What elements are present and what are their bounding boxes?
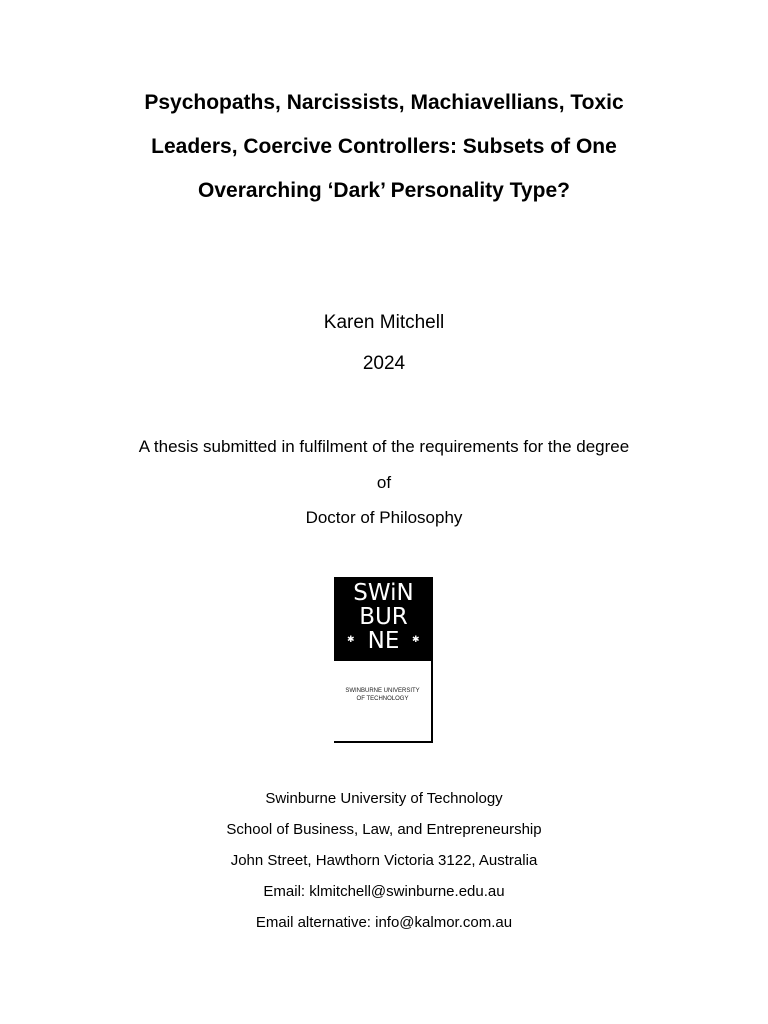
swinburne-logo-subtitle-box	[334, 661, 433, 743]
swinburne-logo-mark	[334, 577, 433, 661]
thesis-of: of	[376, 473, 392, 492]
logo-word-ne: NE	[367, 628, 400, 654]
author-name: Karen Mitchell	[323, 312, 445, 333]
thesis-statement: A thesis submitted in fulfilment of the requirements for the degree	[138, 437, 630, 456]
title-line-3: Overarching ‘Dark’ Personality Type?	[198, 179, 570, 202]
email-primary: Email: klmitchell@swinburne.edu.au	[263, 883, 505, 900]
logo-subtitle-line-1: SWINBURNE UNIVERSITY	[345, 688, 420, 694]
title-line-2: Leaders, Coercive Controllers: Subsets of One	[151, 135, 617, 158]
postal-address: John Street, Hawthorn Victoria 3122, Australia	[230, 852, 538, 869]
institution-name: Swinburne University of Technology	[265, 790, 503, 807]
logo-word-bur: BUR	[359, 604, 408, 630]
logo-word-swin: SWiN	[353, 580, 414, 606]
publication-year: 2024	[362, 353, 406, 374]
swinburne-logo	[334, 577, 434, 743]
logo-star-left-icon: ✱	[347, 634, 355, 644]
degree-name: Doctor of Philosophy	[305, 508, 463, 527]
email-alternative: Email alternative: info@kalmor.com.au	[255, 914, 513, 931]
title-line-1: Psychopaths, Narcissists, Machiavellians, Toxic	[144, 91, 624, 114]
school-name: School of Business, Law, and Entrepreneurship	[226, 821, 542, 838]
logo-star-right-icon: ✱	[412, 634, 420, 644]
logo-subtitle-line-2: OF TECHNOLOGY	[356, 696, 409, 702]
